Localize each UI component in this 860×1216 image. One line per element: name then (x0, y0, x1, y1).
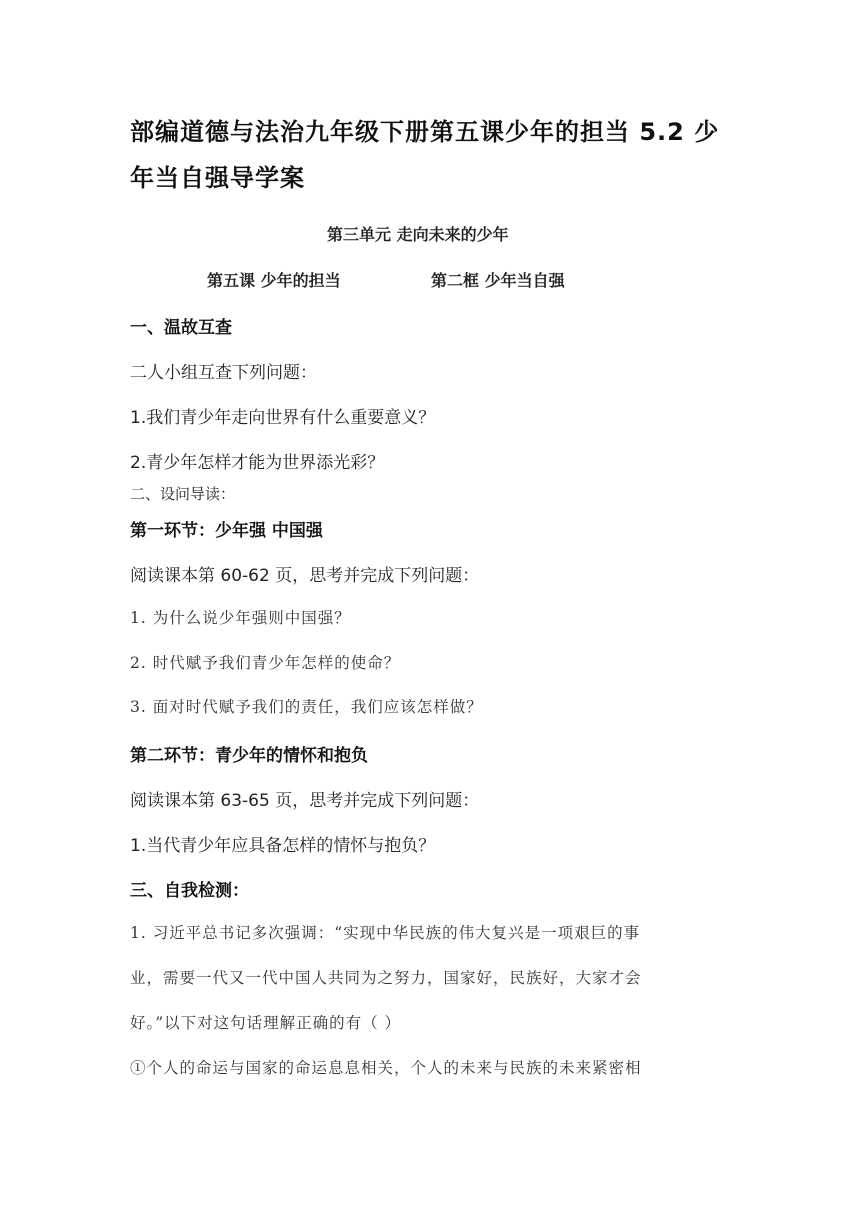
test-option-1: ①个人的命运与国家的命运息息相关，个人的未来与民族的未来紧密相 (130, 1059, 642, 1077)
section3-heading: 三、自我检测： (130, 881, 249, 901)
part1-heading: 第一环节：少年强 中国强 (130, 521, 323, 541)
document-title-line2: 年当自强导学案 (130, 164, 305, 192)
frame-heading: 第二框 少年当自强 (431, 271, 565, 290)
unit-heading: 第三单元 走向未来的少年 (327, 225, 509, 244)
section2-heading: 二、设问导读： (130, 485, 236, 503)
section1-question-1: 1.我们青少年走向世界有什么重要意义？ (130, 408, 436, 428)
part1-question-2: 2. 时代赋予我们青少年怎样的使命？ (130, 654, 401, 672)
test-question-1-line2: 业，需要一代又一代中国人共同为之努力，国家好，民族好，大家才会 (130, 969, 642, 987)
document-title-line1: 部编道德与法治九年级下册第五课少年的担当 5.2 少 (130, 118, 720, 146)
part1-question-3: 3. 面对时代赋予我们的责任，我们应该怎样做？ (130, 698, 483, 716)
section1-intro: 二人小组互查下列问题： (130, 363, 317, 383)
section1-heading: 一、温故互查 (130, 318, 232, 338)
part1-question-1: 1. 为什么说少年强则中国强？ (130, 609, 351, 627)
part1-intro: 阅读课本第 60-62 页，思考并完成下列问题： (130, 566, 480, 586)
test-question-1-line3: 好。”以下对这句话理解正确的有（ ） (130, 1014, 402, 1032)
lesson-heading: 第五课 少年的担当 (207, 271, 341, 290)
part2-heading: 第二环节：青少年的情怀和抱负 (130, 746, 368, 766)
part2-intro: 阅读课本第 63-65 页，思考并完成下列问题： (130, 791, 480, 811)
part2-question-1: 1.当代青少年应具备怎样的情怀与抱负？ (130, 836, 436, 856)
test-question-1-line1: 1. 习近平总书记多次强调：“实现中华民族的伟大复兴是一项艰巨的事 (130, 924, 641, 942)
section1-question-2: 2.青少年怎样才能为世界添光彩？ (130, 453, 385, 473)
